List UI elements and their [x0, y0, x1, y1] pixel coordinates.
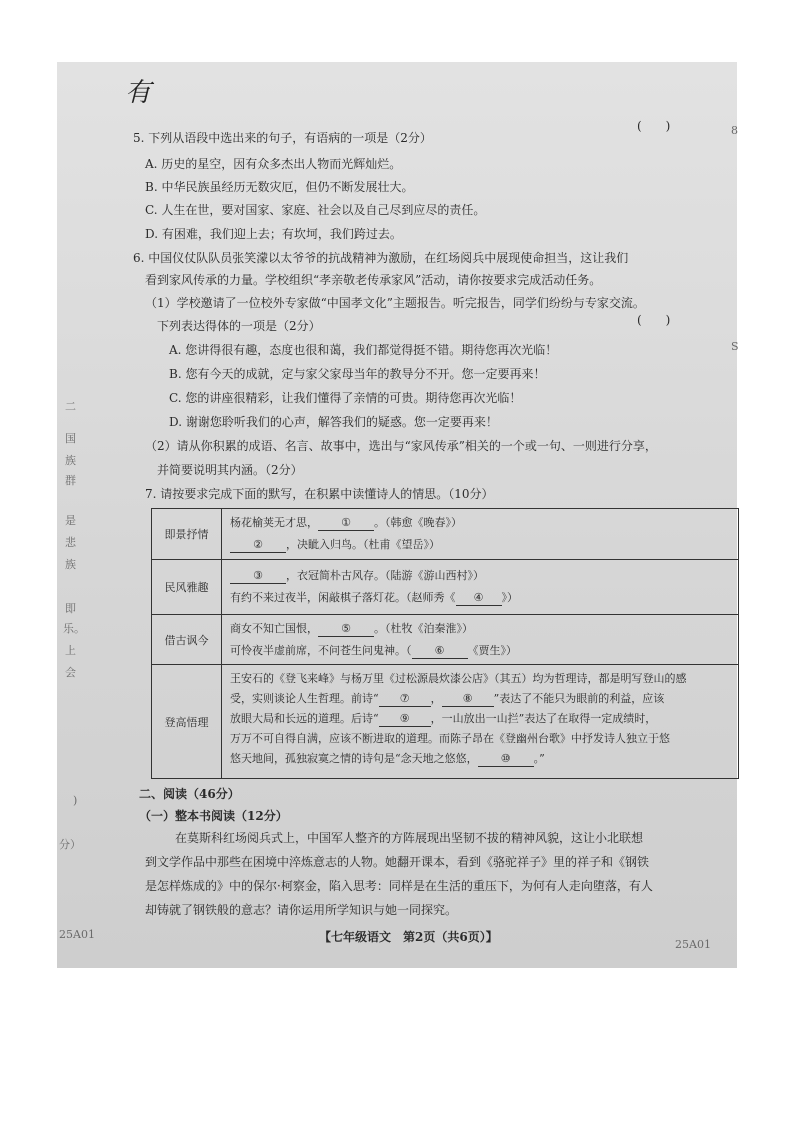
margin-left-char: 国	[65, 432, 76, 445]
answer-blank[interactable]: ⑤	[318, 621, 374, 637]
row-line: 受，实则谈论人生哲理。前诗“ ⑦ ， ⑧ ”表达了不能只为眼前的利益，应该	[230, 692, 665, 705]
margin-left-char: 群	[65, 474, 76, 487]
q6-sub2-line1: （2）请从你积累的成语、名言、故事中，选出与“家风传承”相关的一个或一句、一则进行分享，	[145, 439, 657, 453]
row-label: 即景抒情	[152, 509, 222, 559]
row-line: 商女不知亡国恨， ⑤ 。（杜牧《泊秦淮》）	[230, 622, 473, 635]
table-row	[152, 615, 738, 665]
subsection-title: （一）整本书阅读（12分）	[139, 809, 288, 823]
row-line: ③ ，衣冠简朴古风存。（陆游《游山西村》）	[230, 568, 484, 584]
q5-option-d: D. 有困难，我们迎上去；有坎坷，我们跨过去。	[145, 227, 402, 241]
reading-line: 到文学作品中那些在困境中淬炼意志的人物。她翻开课本，看到《骆驼祥子》里的祥子和《钢铁	[145, 855, 650, 869]
q6-option-d: D. 谢谢您聆听我们的心声，解答我们的疑惑。您一定要再来！	[169, 415, 498, 429]
answer-blank[interactable]: ⑧	[442, 691, 494, 707]
answer-blank[interactable]: ④	[456, 590, 502, 606]
footer-code-left: 25A01	[59, 928, 95, 941]
answer-blank[interactable]: ⑥	[412, 643, 468, 659]
q5-stem: 5. 下列从语段中选出来的句子，有语病的一项是（2分）	[133, 131, 432, 145]
q6-sub2-line2: 并简要说明其内涵。（2分）	[157, 463, 303, 477]
row-label: 借古讽今	[152, 615, 222, 664]
margin-right-char: 8	[731, 124, 738, 137]
margin-left-char: 分）	[59, 838, 81, 851]
row-line: 放眼大局和长远的道理。后诗“ ⑨ ，一山放出一山拦”表达了在取得一定成绩时，	[230, 712, 657, 725]
q6-sub1-line2: 下列表达得体的一项是（2分）	[157, 319, 321, 333]
page-footer: 【七年级语文 第2页（共6页）】	[319, 930, 498, 944]
answer-blank[interactable]: ⑨	[379, 711, 431, 727]
q6-option-a: A. 您讲得很有趣，态度也很和蔼，我们都觉得挺不错。期待您再次光临！	[169, 343, 558, 357]
answer-paren-q5: ( )	[637, 119, 671, 133]
reading-line: 是怎样炼成的》中的保尔·柯察金，陷入思考：同样是在生活的重压下，为何有人走向堕落，有人	[145, 879, 653, 893]
q5-option-c: C. 人生在世，要对国家、家庭、社会以及自己尽到应尽的责任。	[145, 203, 486, 217]
handwritten-mark: 有	[125, 78, 152, 108]
row-label: 登高悟理	[152, 665, 222, 778]
margin-left-char: 乐。	[63, 622, 85, 635]
answer-blank[interactable]: ②	[230, 537, 286, 553]
row-label: 民风雅趣	[152, 560, 222, 614]
row-line: 王安石的《登飞来峰》与杨万里《过松源晨炊漆公店》（其五）均为哲理诗，都是明写登山的感	[230, 672, 687, 685]
margin-left-char: )	[73, 794, 78, 807]
q6-option-c: C. 您的讲座很精彩，让我们懂得了亲情的可贵。期待您再次光临！	[169, 391, 522, 405]
answer-blank[interactable]: ⑦	[379, 691, 431, 707]
margin-left-char: 族	[65, 454, 76, 467]
margin-left-char: 上	[65, 644, 76, 657]
margin-left-char: 族	[65, 558, 76, 571]
section-title: 二、阅读（46分）	[139, 787, 240, 801]
q6-stem-line1: 6. 中国仪仗队队员张笑濛以太爷爷的抗战精神为激励，在红场阅兵中展现使命担当，这让我们	[133, 251, 629, 265]
footer-code-right: 25A01	[675, 938, 711, 951]
q7-stem: 7. 请按要求完成下面的默写，在积累中读懂诗人的情思。（10分）	[145, 487, 494, 501]
q5-option-a: A. 历史的星空，因有众多杰出人物而光辉灿烂。	[145, 157, 402, 171]
answer-blank[interactable]: ①	[318, 515, 374, 531]
q5-option-b: B. 中华民族虽经历无数灾厄，但仍不断发展壮大。	[145, 180, 414, 194]
q6-option-b: B. 您有今天的成就，定与家父家母当年的教导分不开。您一定要再来！	[169, 367, 546, 381]
row-line: 悠天地间，孤独寂寞之情的诗句是“念天地之悠悠， ⑩ 。”	[230, 752, 545, 765]
row-line: 万万不可自得自满，应该不断进取的道理。而陈子昂在《登幽州台歌》中抒发诗人独立于悠	[230, 732, 670, 745]
row-line: ② ，决眦入归鸟。（杜甫《望岳》）	[230, 537, 440, 553]
margin-left-char: 即	[65, 602, 76, 615]
table-row	[152, 560, 738, 615]
row-line: 有约不来过夜半，闲敲棋子落灯花。（赵师秀《 ④ 》）	[230, 591, 518, 604]
row-line: 杨花榆荚无才思， ① 。（韩愈《晚春》）	[230, 516, 462, 529]
table-row	[152, 509, 738, 560]
q6-stem-line2: 看到家风传承的力量。学校组织“孝亲敬老传承家风”活动，请你按要求完成活动任务。	[145, 273, 602, 287]
margin-left-char: 悲	[65, 536, 76, 549]
answer-blank[interactable]: ③	[230, 568, 286, 584]
table-row	[152, 665, 738, 778]
margin-left-char: 会	[65, 666, 76, 679]
exam-page	[57, 62, 737, 968]
answer-paren-q6: ( )	[637, 313, 671, 327]
q6-sub1-line1: （1）学校邀请了一位校外专家做“中国孝文化”主题报告。听完报告，同学们纷纷与专家交流。	[145, 296, 645, 310]
row-line: 可怜夜半虚前席，不问苍生问鬼神。（ ⑥ 《贾生》）	[230, 644, 517, 657]
reading-line: 在莫斯科红场阅兵式上，中国军人整齐的方阵展现出坚韧不拔的精神风貌，这让小北联想	[175, 831, 644, 845]
dictation-table	[151, 508, 739, 779]
reading-line: 却铸就了钢铁般的意志？请你运用所学知识与她一同探究。	[145, 903, 458, 917]
margin-right-char: S	[731, 340, 739, 353]
answer-blank[interactable]: ⑩	[478, 751, 534, 767]
margin-left-char: 是	[65, 514, 76, 527]
margin-left-char: 二	[65, 400, 76, 413]
